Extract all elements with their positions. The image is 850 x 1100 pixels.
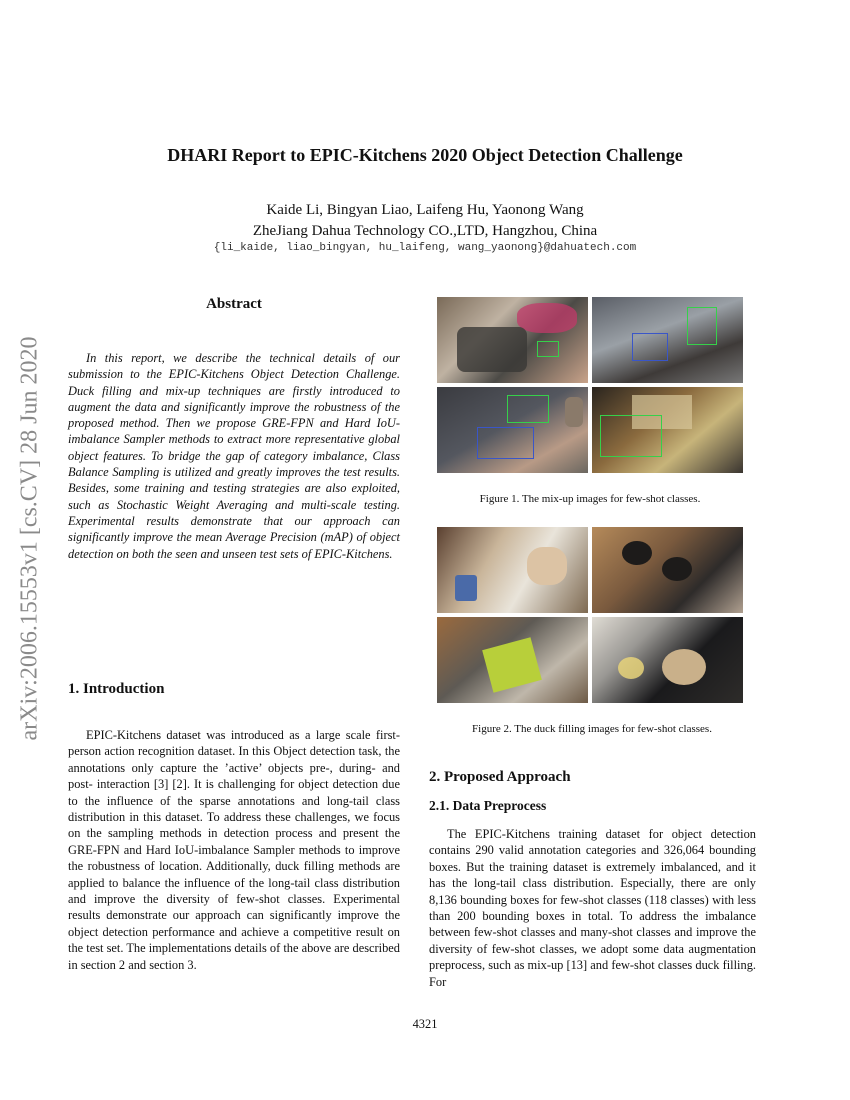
figure2-image-grid xyxy=(437,527,743,703)
authors: Kaide Li, Bingyan Liao, Laifeng Hu, Yaonong Wang xyxy=(266,202,584,218)
figure1-image-sink xyxy=(437,297,588,383)
figure2-image-fridge xyxy=(437,527,588,613)
section2-1-heading: 2.1. Data Preprocess xyxy=(429,798,547,813)
figure2-caption: Figure 2. The duck filling images for few-shot classes. xyxy=(472,723,712,735)
intro-heading: 1. Introduction xyxy=(68,681,165,697)
affiliation: ZheJiang Dahua Technology CO.,LTD, Hangzhou, China xyxy=(252,223,598,239)
page-number: 4321 xyxy=(412,1017,438,1031)
figure1-image-grid xyxy=(437,297,743,473)
intro-text: EPIC-Kitchens dataset was introduced as a large scale first-person action recognition dataset. In this Object detection task, the annotations only capture the ’active’ objects pre-, during- and post- interaction [3] [2]. It is challenging for object detection due to the influence of the sparse annotations and long-tail class distribution in this dataset. To address these challenges, we focus on the sampling methods in detection process and present the GRE-FPN and Hard IoU-imbalance Sampler methods to improve the robustness of location. Additionally, duck filling methods are applied to balance the influence of the long-tail class distribution and improve the diversity of few-shot classes. Experimental results demonstrate our approach can significantly improve the object detection performance and achieve a competitive result on the test set. The implementations details of the above are described in section 2 and section 3. xyxy=(68,728,400,972)
author-block xyxy=(0,200,850,242)
section2-1-text: The EPIC-Kitchens training dataset for object detection contains 290 valid annotation categories and 326,064 bounding boxes. But the training dataset is extremely imbalanced, and it has the long-tail class distribution. Especially, there are only 8,136 bounding boxes for few-shot classes (118 classes) with less than 200 bounding boxes in total. To address the imbalance between few-shot classes and many-shot classes and improve the diversity of few-shot classes, we adopt some data augmentation preprocess, such as mix-up [13] and few-shot classes duck filling. For xyxy=(429,827,756,989)
paper-title: DHARI Report to EPIC-Kitchens 2020 Object Detection Challenge xyxy=(167,145,683,165)
figure1-caption: Figure 1. The mix-up images for few-shot classes. xyxy=(479,493,701,505)
figure2-image-pan xyxy=(592,617,743,703)
section2-heading: 2. Proposed Approach xyxy=(429,769,571,785)
arxiv-stamp: arXiv:2006.15553v1 [cs.CV] 28 Jun 2020 xyxy=(16,336,43,741)
figure1-image-dishrack xyxy=(592,297,743,383)
abstract-text: In this report, we describe the technical details of our submission to the EPIC-Kitchens Object Detection Challenge. Duck filling and mix-up techniques are firstly introduced to augment the data and significantly improve the robustness of the proposed method. Then we propose GRE-FPN and Hard IoU-imbalance Sampler methods to extract more representative global object features. To bridge the gap of category imbalance, Class Balance Sampling is utilized and greatly improves the test results. Besides, some training and testing strategies are also exploited, such as Stochastic Weight Averaging and multi-scale testing. Experimental results demonstrate that our approach can significantly improve the mean Average Precision (mAP) of object detection on both the seen and unseen test sets of EPIC-Kitchens. xyxy=(68,351,400,561)
figure1-image-board xyxy=(592,387,743,473)
abstract-heading: Abstract xyxy=(206,296,262,312)
figure2-image-stove xyxy=(592,527,743,613)
figure2-image-sponge xyxy=(437,617,588,703)
email: {li_kaide, liao_bingyan, hu_laifeng, wang_yaonong}@dahuatech.com xyxy=(213,242,637,254)
figure1-image-hand xyxy=(437,387,588,473)
